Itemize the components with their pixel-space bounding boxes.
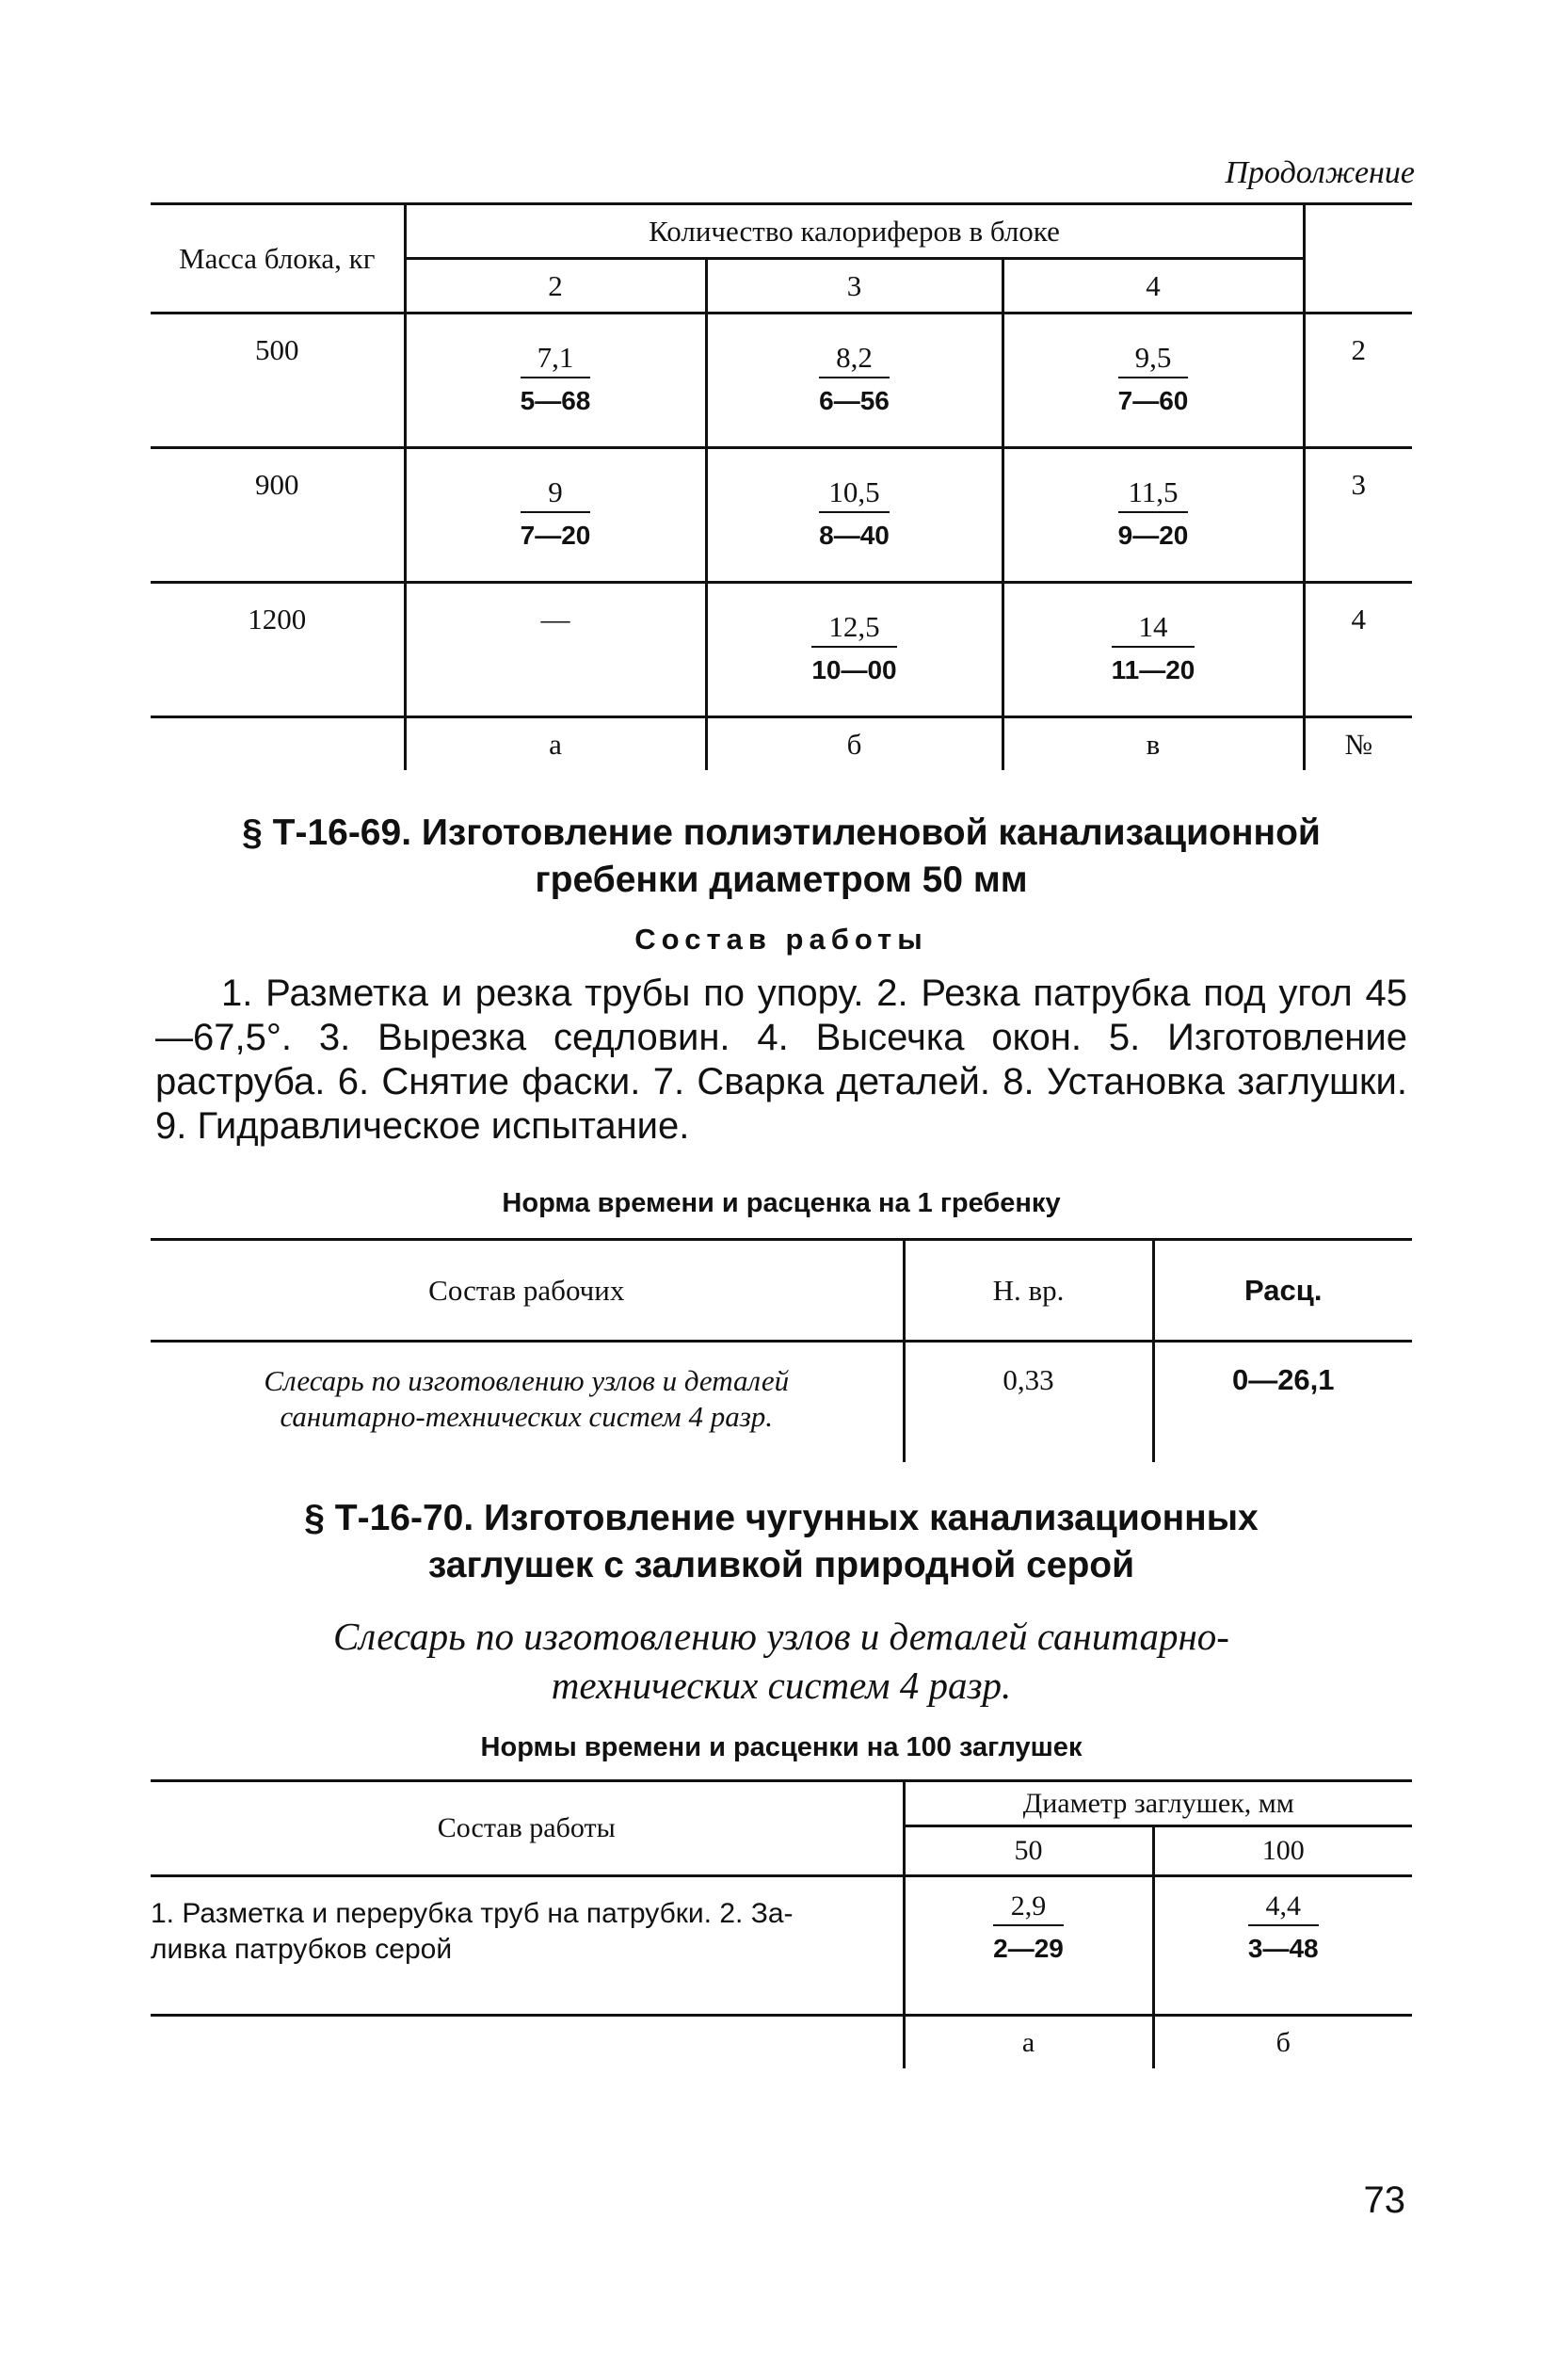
subheader-2: 2 (405, 259, 706, 314)
header-mass: Масса блока, кг (151, 204, 405, 314)
worker-line2: санитарно-технических систем 4 разр. (280, 1400, 774, 1433)
rate-value: 9—20 (1117, 521, 1189, 550)
header-heaters-count: Количество калориферов в блоке (405, 204, 1304, 259)
table2-caption: Норма времени и расценка на 1 гребенку (502, 1188, 1061, 1218)
table-comb-norm (151, 1238, 1412, 1462)
subheader-3: 3 (706, 259, 1003, 314)
table-footer-row (151, 2016, 1412, 2069)
header-norm: Н. вр. (904, 1240, 1153, 1342)
rate-value: 11—20 (1111, 655, 1195, 684)
rate-value: 6—56 (819, 386, 890, 415)
col-letter-b: б (706, 717, 1003, 771)
table-row (151, 1876, 1412, 2016)
header-diameter: Диаметр заглушек, мм (904, 1781, 1412, 1826)
table-heaters (151, 202, 1412, 770)
col-letter-v: в (1003, 717, 1304, 771)
rate-value: 7—60 (1117, 386, 1189, 415)
work-composition-heading: Состав работы (634, 923, 928, 956)
rate-value: 10—00 (811, 655, 897, 684)
table3-caption: Нормы времени и расценки на 100 заглушек (480, 1732, 1083, 1762)
subheader-100: 100 (1153, 1826, 1412, 1876)
col-number-sign: № (1304, 717, 1412, 771)
norm-value: 0,33 (904, 1342, 1153, 1463)
worker-description (151, 1612, 1412, 1710)
col-letter-a: а (405, 717, 706, 771)
rate-value: 3—48 (1247, 1934, 1319, 1963)
norm-value: 10,5 (819, 475, 890, 513)
table-row (151, 583, 1412, 717)
table-row (151, 448, 1412, 583)
page-number: 73 (1363, 2179, 1405, 2221)
header-workers: Состав рабочих (151, 1240, 904, 1342)
work-composition-text: 1. Разметка и резка трубы по упору. 2. Резка патрубка под угол 45—67,5°. 3. Вырезка седловин. 4. Высечка окон. 5. Изготовление раструба. 6. Снятие фаски. 7. Сварка деталей. 8. Установка заглушки. 9. Гидравлическое испытание. (155, 973, 1407, 1147)
section-70-title-line2: заглушек с заливкой природной серой (427, 1545, 1135, 1585)
rate-value: 7—20 (520, 521, 591, 550)
section-70-title (151, 1495, 1412, 1589)
subheader-4: 4 (1003, 259, 1304, 314)
work-line1: 1. Разметка и перерубка труб на патрубки. 2. За- (151, 1898, 794, 1929)
section-69-title-line2: гребенки диаметром 50 мм (535, 860, 1028, 900)
row-number: 3 (1351, 468, 1366, 501)
norm-value: 8,2 (819, 341, 890, 378)
header-work: Состав работы (151, 1781, 904, 1876)
norm-value: 11,5 (1118, 475, 1189, 513)
section-69-title (151, 810, 1412, 904)
work-line2: ливка патрубков серой (151, 1934, 453, 1965)
norm-value: 4,4 (1248, 1890, 1319, 1926)
norm-value: 7,1 (521, 341, 591, 378)
col-letter-a: а (904, 2016, 1153, 2069)
section-70-title-line1: § Т-16-70. Изготовление чугунных канализационных (304, 1498, 1259, 1538)
mass-value: 500 (255, 333, 299, 366)
continuation-label: Продолжение (1225, 155, 1415, 190)
table-footer-row (151, 717, 1412, 771)
table-row (151, 1342, 1412, 1463)
rate-value: 0—26,1 (1231, 1363, 1335, 1396)
row-number: 4 (1351, 603, 1366, 635)
header-rate: Расц. (1153, 1240, 1412, 1342)
worker-line1: Слесарь по изготовлению узлов и деталей (264, 1364, 790, 1397)
rate-value: 8—40 (819, 521, 890, 550)
norm-value: 9 (521, 475, 591, 513)
worker-line2: технических систем 4 разр. (551, 1664, 1012, 1707)
mass-value: 1200 (248, 603, 307, 635)
norm-value: 12,5 (811, 610, 896, 648)
section-69-title-line1: § Т-16-69. Изготовление полиэтиленовой канализационной (242, 812, 1321, 853)
worker-line1: Слесарь по изготовлению узлов и деталей санитарно- (333, 1615, 1229, 1658)
subheader-50: 50 (904, 1826, 1153, 1876)
norm-value: 2,9 (993, 1890, 1064, 1926)
mass-value: 900 (255, 468, 299, 501)
row-number: 2 (1351, 333, 1366, 366)
table-row (151, 314, 1412, 448)
rate-value: 5—68 (520, 386, 591, 415)
header-number-blank (1304, 204, 1412, 314)
norm-value: 14 (1112, 610, 1195, 648)
norm-value: 9,5 (1118, 341, 1189, 378)
table-plug-norms (151, 1779, 1412, 2068)
col-letter-b: б (1275, 2026, 1291, 2058)
dash-value: — (540, 603, 570, 635)
rate-value: 2—29 (993, 1934, 1064, 1963)
